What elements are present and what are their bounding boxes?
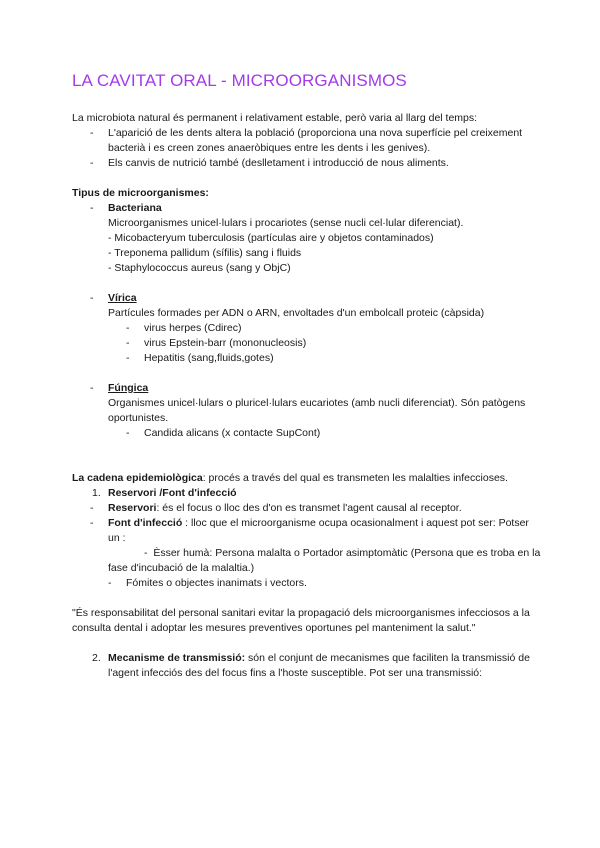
reservori-text: : és el focus o lloc des d'on es transmet l'agent causal al receptor. [156, 502, 462, 514]
group-item [72, 321, 542, 336]
bullet-dash: - [90, 517, 94, 529]
group-item-text: Candida alicans (x contacte SupCont) [144, 427, 321, 439]
group-desc: Microorganismes unicel·lulars i procariotes (sense nucli cel·lular diferenciat). [108, 217, 464, 229]
bullet-dash: - [90, 157, 94, 169]
font-label: Font d'infecció [108, 517, 183, 529]
bullet-dash: - [126, 322, 130, 334]
bullet-dash: - [108, 577, 112, 589]
group-name: Fúngica [108, 382, 149, 394]
quote-paragraph: "És responsabilitat del personal sanitari evitar la propagació dels microorganismes infecciosos a la consulta dental i adoptar les mesures preventives oportunes pel manteniment la salut." [72, 607, 530, 634]
cadena-lead [72, 471, 542, 486]
item-number: 2. [92, 652, 101, 664]
intro-text: La microbiota natural és permanent i relativament estable, però varia al llarg del temps: [72, 112, 478, 124]
bullet-dash: - [90, 292, 94, 304]
font-sub-item [72, 576, 542, 591]
bullet-dash: - [126, 352, 130, 364]
bullet-dash: - [126, 337, 130, 349]
group-desc: Partícules formades per ADN o ARN, envoltades d'un embolcall proteic (càpsida) [108, 307, 485, 319]
intro-section [72, 111, 542, 171]
item-title: Mecanisme de transmissió: [108, 652, 246, 664]
group-item [72, 336, 542, 351]
group-item [72, 351, 542, 366]
group-virica [72, 291, 542, 306]
bullet-dash: - [126, 427, 130, 439]
group-item-text: virus Epstein-barr (mononucleosis) [144, 337, 307, 349]
group-name: Bacteriana [108, 202, 162, 214]
group-item: - Micobacteryum tuberculosis (partículas aire y objetos contaminados) [108, 232, 434, 244]
group-item: - Treponema pallidum (sífilis) sang i fluids [108, 247, 302, 259]
group-item-text: virus herpes (Cdirec) [144, 322, 242, 334]
numbered-item [72, 651, 542, 681]
intro-bullet-text: L'aparició de les dents altera la població (proporciona una nova superfície pel creixement bacterià i es creen zones anaeròbiques entre les dents i les genives). [108, 127, 523, 154]
page-title: LA CAVITAT ORAL - MICROORGANISMOS [72, 71, 407, 90]
group-bacteriana [72, 201, 542, 216]
font-sub-text: Èsser humà: Persona malalta o Portador asimptomàtic (Persona que es troba en la fase d'incubació de la malaltia.) [108, 547, 541, 574]
bullet-dash: - [90, 382, 94, 394]
group-fungica [72, 381, 542, 396]
font-sub-item [72, 546, 542, 576]
cadena-lead-bold: La cadena epidemiològica [72, 472, 203, 484]
tipus-section [72, 186, 542, 441]
font-sub-text: Fómites o objectes inanimats i vectors. [126, 577, 307, 589]
bullet-dash: - [90, 502, 94, 514]
group-name: Vírica [108, 292, 137, 304]
bullet-dash: - [144, 547, 148, 559]
cadena-section [72, 471, 542, 681]
intro-bullet [72, 156, 542, 171]
tipus-heading: Tipus de microorganismes: [72, 187, 209, 199]
font-text: : lloc que el microorganisme ocupa ocasionalment i aquest pot ser: Potser un : [108, 517, 529, 544]
reservori-bullet [72, 501, 542, 516]
intro-bullet [72, 126, 542, 156]
bullet-dash: - [90, 127, 94, 139]
group-item [72, 426, 542, 441]
group-item-text: Hepatitis (sang,fluids,gotes) [144, 352, 274, 364]
reservori-label: Reservori [108, 502, 157, 514]
cadena-lead-rest: : procés a través del qual es transmeten les malalties infeccioses. [202, 472, 508, 484]
item-title: Reservori /Font d'infecció [108, 487, 237, 499]
group-item: - Staphylococcus aureus (sang y ObjC) [108, 262, 291, 274]
bullet-dash: - [90, 202, 94, 214]
item-text: són el conjunt de mecanismes que faciliten la transmissió de l'agent infecciós des del focus fins a l'hoste susceptible. Pot ser una transmissió: [108, 652, 530, 679]
numbered-item [72, 486, 542, 501]
font-bullet [72, 516, 542, 546]
intro-bullet-text: Els canvis de nutrició també (deslletament i introducció de nous aliments. [108, 157, 449, 169]
group-desc: Organismes unicel·lulars o pluricel·lulars eucariotes (amb nucli diferenciat). Són patògens oportunistes. [108, 397, 526, 424]
item-number: 1. [92, 487, 101, 499]
